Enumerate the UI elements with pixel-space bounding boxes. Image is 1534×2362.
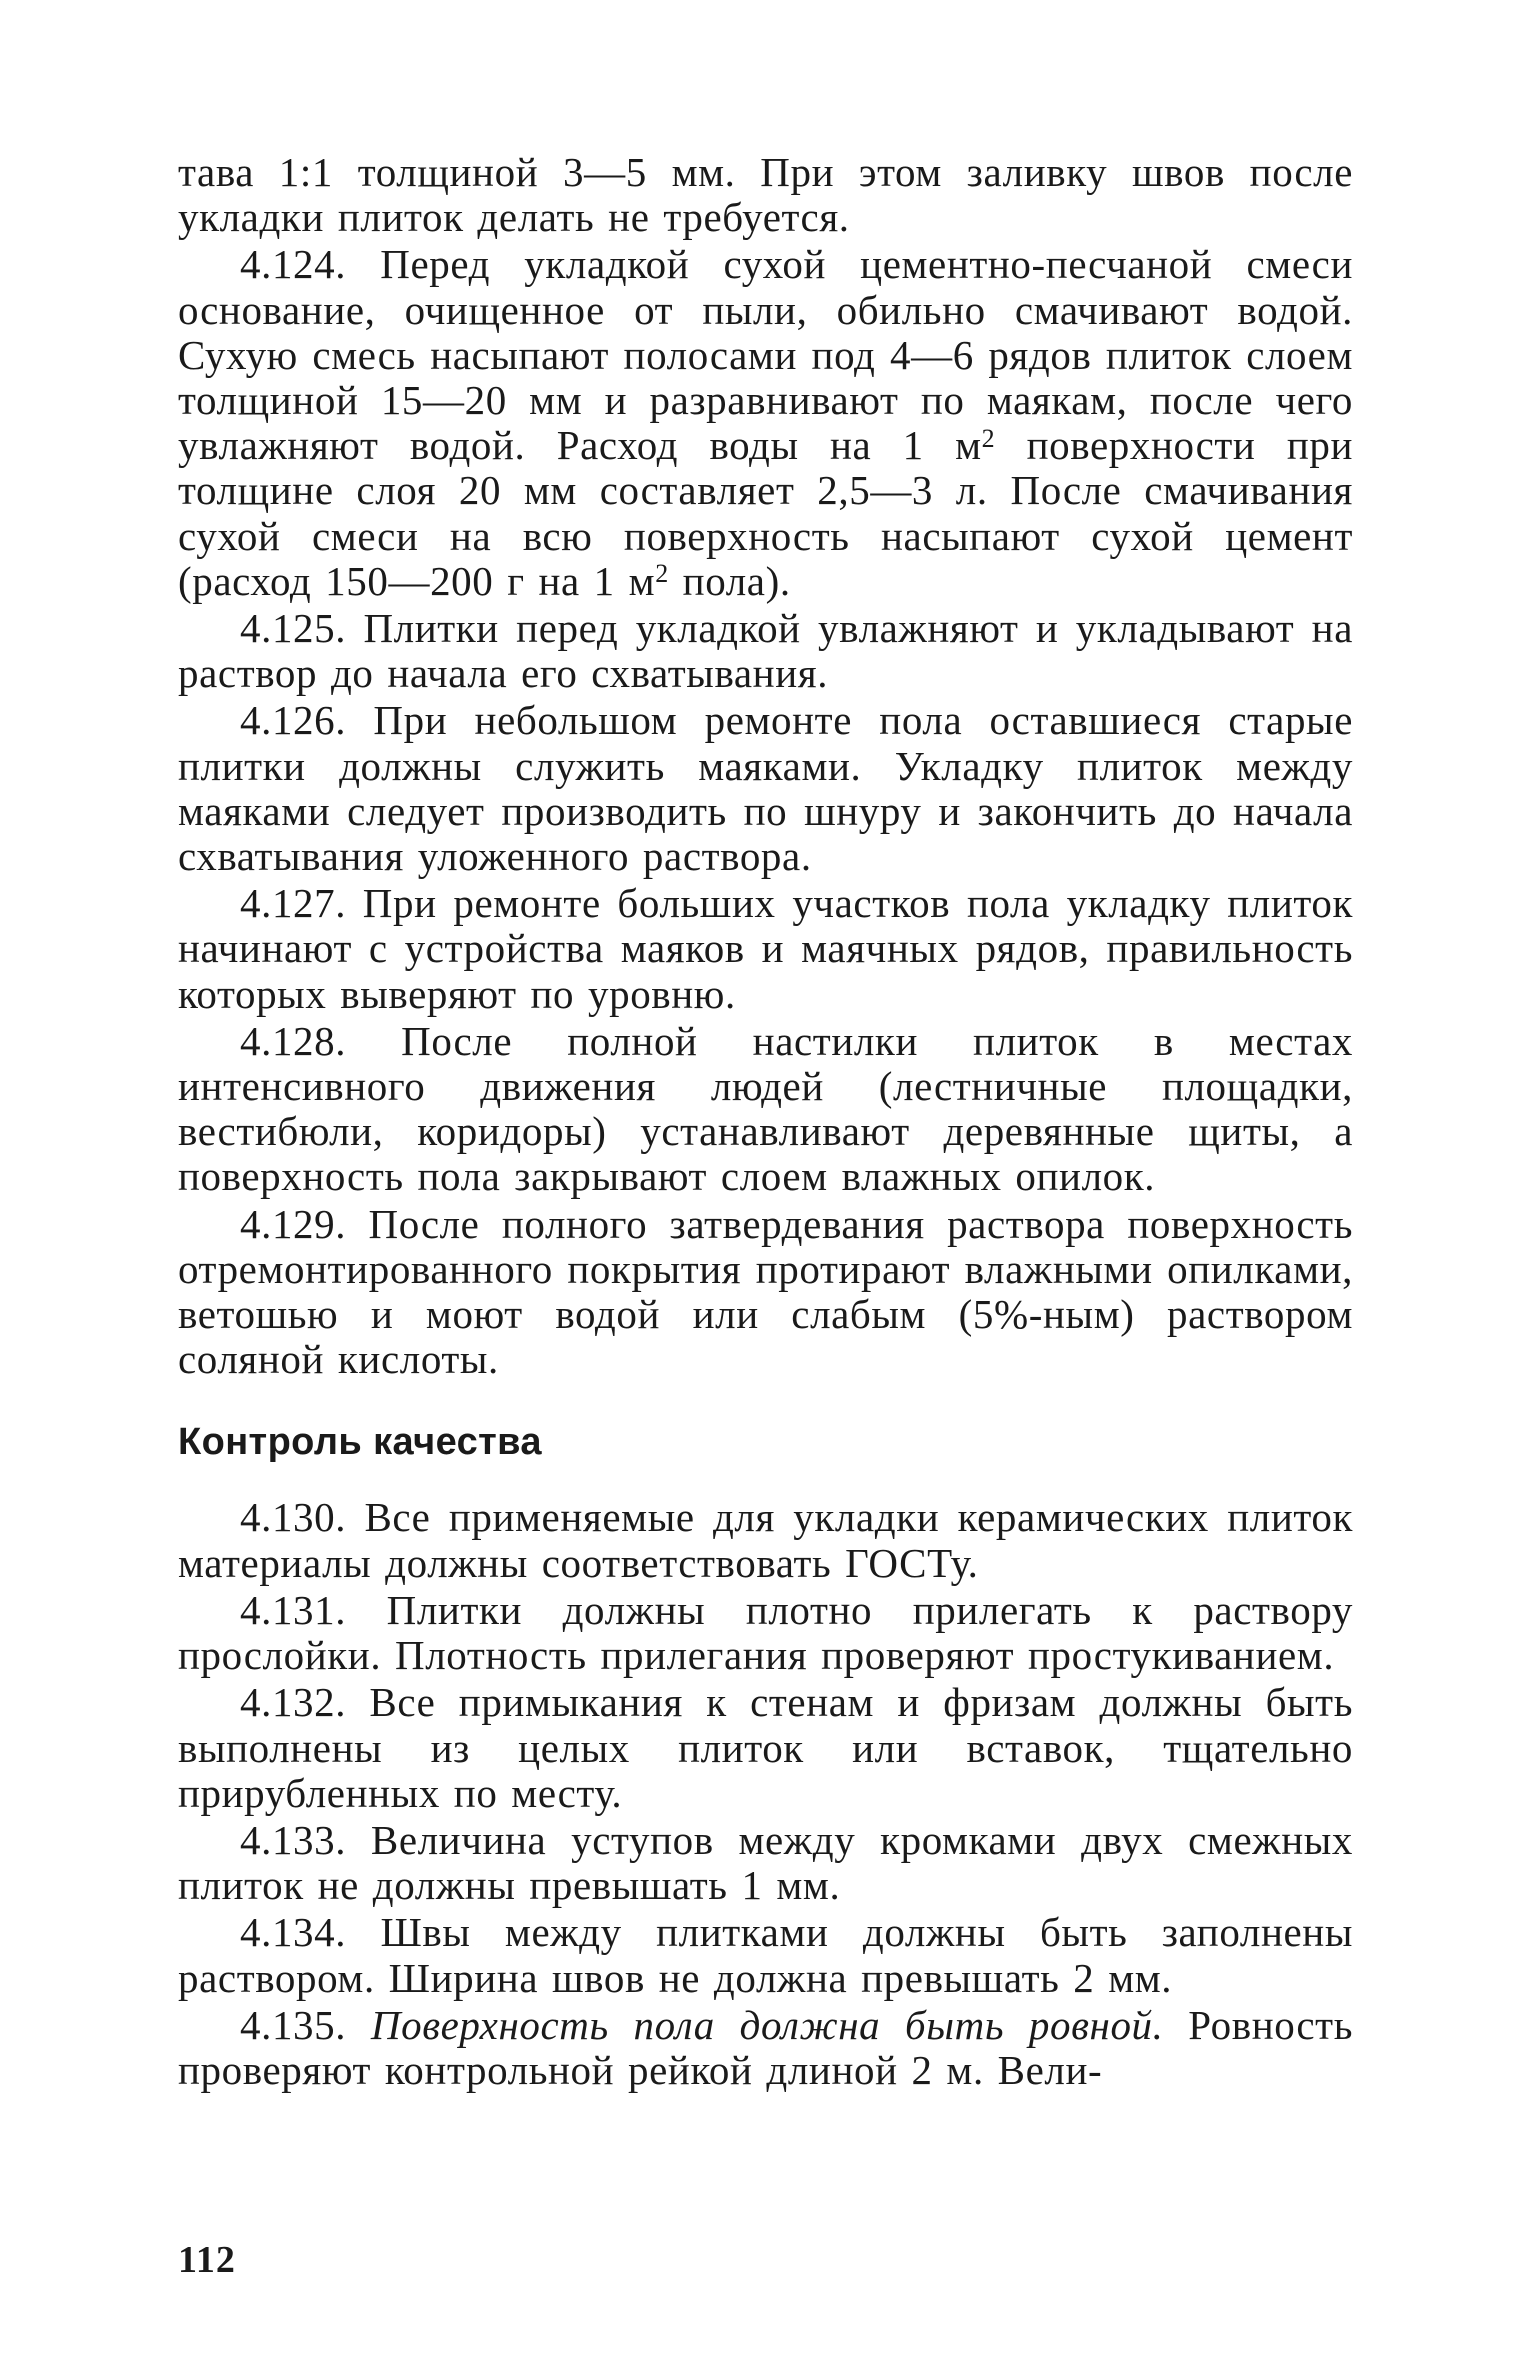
paragraph-4-127: 4.127. При ремонте больших участков пола укладку плиток начинают с устройства маяков и маячных рядов, правильность которых выверяют по уровню.	[178, 880, 1353, 1017]
paragraph-4-133: 4.133. Величина уступов между кромками двух смежных плиток не должны превышать 1 мм.	[178, 1816, 1353, 1909]
paragraph-4-135-lead: 4.135.	[240, 2001, 371, 2048]
paragraph-4-128: 4.128. После полной настилки плиток в местах интенсивного движения людей (лестничные площадки, вестибюли, коридоры) устанавливают деревянные щиты, а поверхность пола закрывают слоем влажных опилок.	[178, 1017, 1353, 1200]
paragraph-4-126: 4.126. При небольшом ремонте пола оставшиеся старые плитки должны служить маяками. Укладку плиток между маяками следует производить по шнуру и закончить до начала схватывания уложенного раствора.	[178, 697, 1353, 880]
paragraph-4-135-italic: Поверхность пола должна быть ровной.	[370, 2001, 1164, 2048]
document-page	[178, 150, 1353, 2095]
paragraph-4-124-part-b: поверхности при толщине слоя 20 мм составляет 2,5—3 л. После смачивания сухой смеси на всю поверхность насыпают сухой цемент (расход 150—200 г на 1 м	[178, 422, 1353, 604]
superscript-2: 2	[981, 423, 996, 453]
paragraph-4-124	[178, 242, 1353, 604]
section-heading: Контроль качества	[178, 1421, 542, 1464]
paragraph-4-131: 4.131. Плитки должны плотно прилегать к раствору прослойки. Плотность прилегания проверяют простукиванием.	[178, 1586, 1353, 1679]
paragraph-4-135-tail: Ровность проверяют контрольной рейкой длиной 2 м. Вели-	[178, 2001, 1354, 2093]
paragraph-4-134: 4.134. Швы между плитками должны быть заполнены раствором. Ширина швов не должна превышать 2 мм.	[178, 1909, 1353, 2001]
paragraph-4-124-part-a: 4.124. Перед укладкой сухой цементно-песчаной смеси основание, очищенное от пыли, обильно смачивают водой. Сухую смесь насыпают полосами под 4—6 рядов плиток слоем толщиной 15—20 мм и разравнивают по маякам, после чего увлажняют водой. Расход воды на 1 м	[178, 241, 1353, 469]
paragraph-4-135	[178, 2003, 1353, 2093]
paragraph-continued: тава 1:1 толщиной 3—5 мм. При этом заливку швов после укладки плиток делать не требуется.	[178, 149, 1353, 241]
paragraph-4-132: 4.132. Все примыкания к стенам и фризам должны быть выполнены из целых плиток или вставок, тщательно прирубленных по месту.	[178, 1679, 1353, 1816]
superscript-2: 2	[655, 559, 669, 589]
paragraph-4-130: 4.130. Все применяемые для укладки керамических плиток материалы должны соответствовать ГОСТу.	[178, 1494, 1353, 1586]
paragraph-4-129: 4.129. После полного затвердевания раствора поверхность отремонтированного покрытия протирают влажными опилками, ветошью и моют водой или слабым (5%-ным) раствором соляной кислоты.	[178, 1200, 1353, 1383]
paragraph-4-124-part-c: пола).	[668, 557, 791, 604]
paragraph-4-125: 4.125. Плитки перед укладкой увлажняют и укладывают на раствор до начала его схватывания.	[178, 605, 1353, 697]
page-number: 112	[178, 2239, 236, 2281]
